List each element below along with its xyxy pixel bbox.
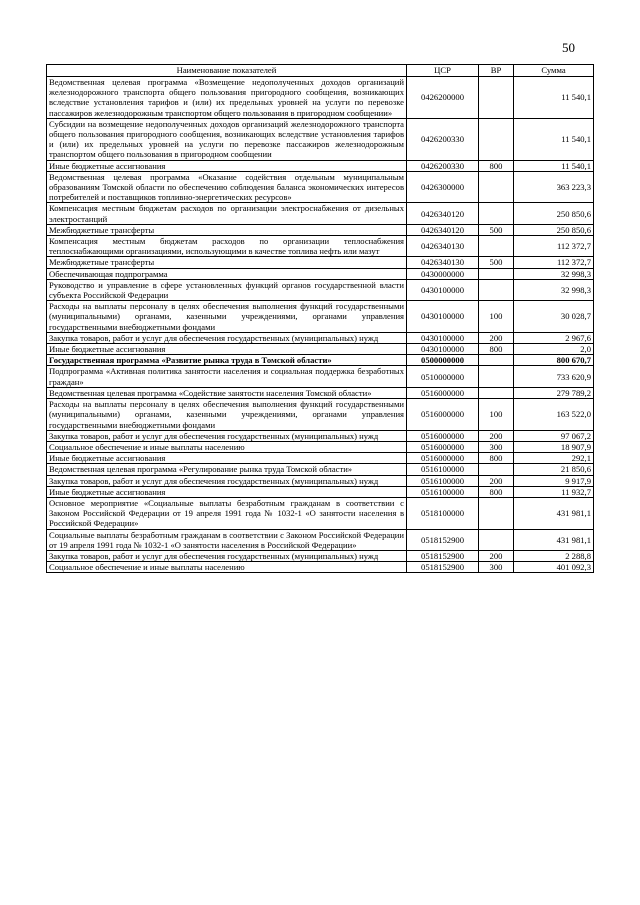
row-vr: 800 bbox=[479, 486, 514, 497]
row-csr: 0518100000 bbox=[407, 497, 479, 529]
row-sum: 250 850,6 bbox=[514, 203, 594, 224]
row-csr: 0516000000 bbox=[407, 387, 479, 398]
table-row bbox=[47, 118, 594, 160]
row-sum: 431 981,1 bbox=[514, 529, 594, 550]
row-csr: 0430100000 bbox=[407, 301, 479, 333]
row-csr: 0516000000 bbox=[407, 399, 479, 431]
row-csr: 0516000000 bbox=[407, 453, 479, 464]
row-name: Компенсация местным бюджетам расходов по организации теплоснабжения теплоснабжающими организациями, использующими в качестве топлива нефть или мазут bbox=[47, 236, 407, 257]
row-sum: 11 540,1 bbox=[514, 77, 594, 119]
row-csr: 0426200330 bbox=[407, 118, 479, 160]
row-name: Ведомственная целевая программа «Регулирование рынка труда Томской области» bbox=[47, 464, 407, 475]
table-body bbox=[47, 77, 594, 573]
table-header-row bbox=[47, 65, 594, 77]
row-name: Субсидии на возмещение недополученных доходов организаций железнодорожного транспорта общего пользования пригородного сообщения, возникающих вследствие установления тарифов и (или) их предельных уровней на услуги по перевозке пассажиров железнодорожным транспортом общего пользования в пригородном сообщении bbox=[47, 118, 407, 160]
row-sum: 292,1 bbox=[514, 453, 594, 464]
table-row bbox=[47, 562, 594, 573]
header-csr: ЦСР bbox=[407, 65, 479, 77]
row-name: Компенсация местным бюджетам расходов по организации электроснабжения от дизельных электростанций bbox=[47, 203, 407, 224]
table-row bbox=[47, 550, 594, 561]
row-name: Государственная программа «Развитие рынка труда в Томской области» bbox=[47, 355, 407, 366]
row-sum: 32 998,3 bbox=[514, 279, 594, 300]
row-sum: 112 372,7 bbox=[514, 236, 594, 257]
row-name: Иные бюджетные ассигнования bbox=[47, 160, 407, 171]
row-vr bbox=[479, 497, 514, 529]
header-vr: ВР bbox=[479, 65, 514, 77]
row-vr bbox=[479, 387, 514, 398]
row-name: Основное мероприятие «Социальные выплаты безработным гражданам в соответствии с Законом Российской Федерации от 19 апреля 1991 года № 1032-1 «О занятости населения в Российской Федерации» bbox=[47, 497, 407, 529]
row-csr: 0516000000 bbox=[407, 430, 479, 441]
row-name: Закупка товаров, работ и услуг для обеспечения государственных (муниципальных) нужд bbox=[47, 475, 407, 486]
row-name: Социальное обеспечение и иные выплаты населению bbox=[47, 562, 407, 573]
row-vr bbox=[479, 464, 514, 475]
row-sum: 431 981,1 bbox=[514, 497, 594, 529]
row-name: Ведомственная целевая программа «Оказание содействия отдельным муниципальным образованиям Томской области по обеспечению соблюдения баланса экономических интересов потребителей и поставщиков топливно-энергетических ресурсов» bbox=[47, 171, 407, 203]
row-sum: 279 789,2 bbox=[514, 387, 594, 398]
row-vr: 200 bbox=[479, 430, 514, 441]
row-vr bbox=[479, 355, 514, 366]
row-sum: 800 670,7 bbox=[514, 355, 594, 366]
row-csr: 0518152900 bbox=[407, 529, 479, 550]
row-vr: 800 bbox=[479, 344, 514, 355]
table-row bbox=[47, 399, 594, 431]
table-row bbox=[47, 344, 594, 355]
row-sum: 18 907,9 bbox=[514, 441, 594, 452]
row-vr: 800 bbox=[479, 160, 514, 171]
row-sum: 2 288,8 bbox=[514, 550, 594, 561]
row-vr: 500 bbox=[479, 257, 514, 268]
row-vr: 200 bbox=[479, 475, 514, 486]
row-name: Социальные выплаты безработным гражданам в соответствии с Законом Российской Федерации от 19 апреля 1991 года № 1032-1 «О занятости населения в Российской Федерации» bbox=[47, 529, 407, 550]
table-row bbox=[47, 224, 594, 235]
row-vr: 200 bbox=[479, 332, 514, 343]
row-csr: 0426340130 bbox=[407, 257, 479, 268]
row-sum: 30 028,7 bbox=[514, 301, 594, 333]
row-csr: 0426340120 bbox=[407, 203, 479, 224]
table-row bbox=[47, 301, 594, 333]
row-sum: 733 620,9 bbox=[514, 366, 594, 387]
row-vr: 200 bbox=[479, 550, 514, 561]
table-row bbox=[47, 77, 594, 119]
row-sum: 363 223,3 bbox=[514, 171, 594, 203]
row-csr: 0426200000 bbox=[407, 77, 479, 119]
row-sum: 2 967,6 bbox=[514, 332, 594, 343]
table-row bbox=[47, 160, 594, 171]
row-csr: 0518152900 bbox=[407, 562, 479, 573]
table-row bbox=[47, 203, 594, 224]
row-vr bbox=[479, 77, 514, 119]
row-csr: 0426340120 bbox=[407, 224, 479, 235]
table-row bbox=[47, 366, 594, 387]
row-sum: 112 372,7 bbox=[514, 257, 594, 268]
row-csr: 0510000000 bbox=[407, 366, 479, 387]
row-name: Ведомственная целевая программа «Возмещение недополученных доходов организаций железнодорожного транспорта общего пользования пригородного сообщения, возникающих вследствие установления тарифов и (или) их предельных уровней на услуги по перевозке пассажиров железнодорожным транспортом общего пользования в пригородном сообщении» bbox=[47, 77, 407, 119]
row-sum: 97 067,2 bbox=[514, 430, 594, 441]
page-number: 50 bbox=[562, 40, 575, 55]
table-row bbox=[47, 279, 594, 300]
table-row bbox=[47, 441, 594, 452]
table-row bbox=[47, 257, 594, 268]
row-csr: 0430000000 bbox=[407, 268, 479, 279]
row-vr bbox=[479, 203, 514, 224]
row-name: Расходы на выплаты персоналу в целях обеспечения выполнения функций государственными (муниципальными) органами, казенными учреждениями, органами управления государственными внебюджетными фондами bbox=[47, 301, 407, 333]
budget-table bbox=[46, 64, 594, 573]
row-name: Закупка товаров, работ и услуг для обеспечения государственных (муниципальных) нужд bbox=[47, 430, 407, 441]
row-vr: 100 bbox=[479, 399, 514, 431]
row-vr: 100 bbox=[479, 301, 514, 333]
row-csr: 0516000000 bbox=[407, 441, 479, 452]
row-sum: 2,0 bbox=[514, 344, 594, 355]
table-row bbox=[47, 387, 594, 398]
row-name: Иные бюджетные ассигнования bbox=[47, 486, 407, 497]
row-sum: 401 092,3 bbox=[514, 562, 594, 573]
row-csr: 0516100000 bbox=[407, 475, 479, 486]
row-sum: 9 917,9 bbox=[514, 475, 594, 486]
table-row bbox=[47, 475, 594, 486]
table-row bbox=[47, 430, 594, 441]
row-csr: 0430100000 bbox=[407, 279, 479, 300]
row-vr: 500 bbox=[479, 224, 514, 235]
table-row bbox=[47, 464, 594, 475]
row-sum: 163 522,0 bbox=[514, 399, 594, 431]
row-vr: 300 bbox=[479, 562, 514, 573]
row-name: Подпрограмма «Активная политика занятости населения и социальная поддержка безработных граждан» bbox=[47, 366, 407, 387]
row-csr: 0426340130 bbox=[407, 236, 479, 257]
table-row bbox=[47, 332, 594, 343]
table-row bbox=[47, 236, 594, 257]
row-vr bbox=[479, 268, 514, 279]
table-row bbox=[47, 171, 594, 203]
row-csr: 0430100000 bbox=[407, 332, 479, 343]
row-vr bbox=[479, 529, 514, 550]
row-csr: 0518152900 bbox=[407, 550, 479, 561]
row-vr: 300 bbox=[479, 441, 514, 452]
table-row bbox=[47, 355, 594, 366]
row-sum: 250 850,6 bbox=[514, 224, 594, 235]
table-row bbox=[47, 529, 594, 550]
row-name: Закупка товаров, работ и услуг для обеспечения государственных (муниципальных) нужд bbox=[47, 332, 407, 343]
row-vr bbox=[479, 118, 514, 160]
row-sum: 21 850,6 bbox=[514, 464, 594, 475]
row-sum: 32 998,3 bbox=[514, 268, 594, 279]
row-csr: 0426200330 bbox=[407, 160, 479, 171]
row-sum: 11 540,1 bbox=[514, 118, 594, 160]
row-name: Обеспечивающая подпрограмма bbox=[47, 268, 407, 279]
table-row bbox=[47, 497, 594, 529]
row-vr: 800 bbox=[479, 453, 514, 464]
row-name: Ведомственная целевая программа «Содействие занятости населения Томской области» bbox=[47, 387, 407, 398]
row-sum: 11 932,7 bbox=[514, 486, 594, 497]
row-sum: 11 540,1 bbox=[514, 160, 594, 171]
row-name: Расходы на выплаты персоналу в целях обеспечения выполнения функций государственными (муниципальными) органами, казенными учреждениями, органами управления государственными внебюджетными фондами bbox=[47, 399, 407, 431]
row-name: Межбюджетные трансферты bbox=[47, 224, 407, 235]
table-row bbox=[47, 486, 594, 497]
row-csr: 0430100000 bbox=[407, 344, 479, 355]
row-vr bbox=[479, 236, 514, 257]
row-vr bbox=[479, 171, 514, 203]
row-csr: 0516100000 bbox=[407, 464, 479, 475]
row-name: Иные бюджетные ассигнования bbox=[47, 453, 407, 464]
row-vr bbox=[479, 279, 514, 300]
table-row bbox=[47, 268, 594, 279]
row-name: Межбюджетные трансферты bbox=[47, 257, 407, 268]
row-csr: 0500000000 bbox=[407, 355, 479, 366]
row-csr: 0426300000 bbox=[407, 171, 479, 203]
header-sum: Сумма bbox=[514, 65, 594, 77]
header-name: Наименование показателей bbox=[47, 65, 407, 77]
table-row bbox=[47, 453, 594, 464]
row-name: Социальное обеспечение и иные выплаты населению bbox=[47, 441, 407, 452]
row-name: Руководство и управление в сфере установленных функций органов государственной власти субъекта Российской Федерации bbox=[47, 279, 407, 300]
row-name: Иные бюджетные ассигнования bbox=[47, 344, 407, 355]
row-name: Закупка товаров, работ и услуг для обеспечения государственных (муниципальных) нужд bbox=[47, 550, 407, 561]
row-csr: 0516100000 bbox=[407, 486, 479, 497]
row-vr bbox=[479, 366, 514, 387]
